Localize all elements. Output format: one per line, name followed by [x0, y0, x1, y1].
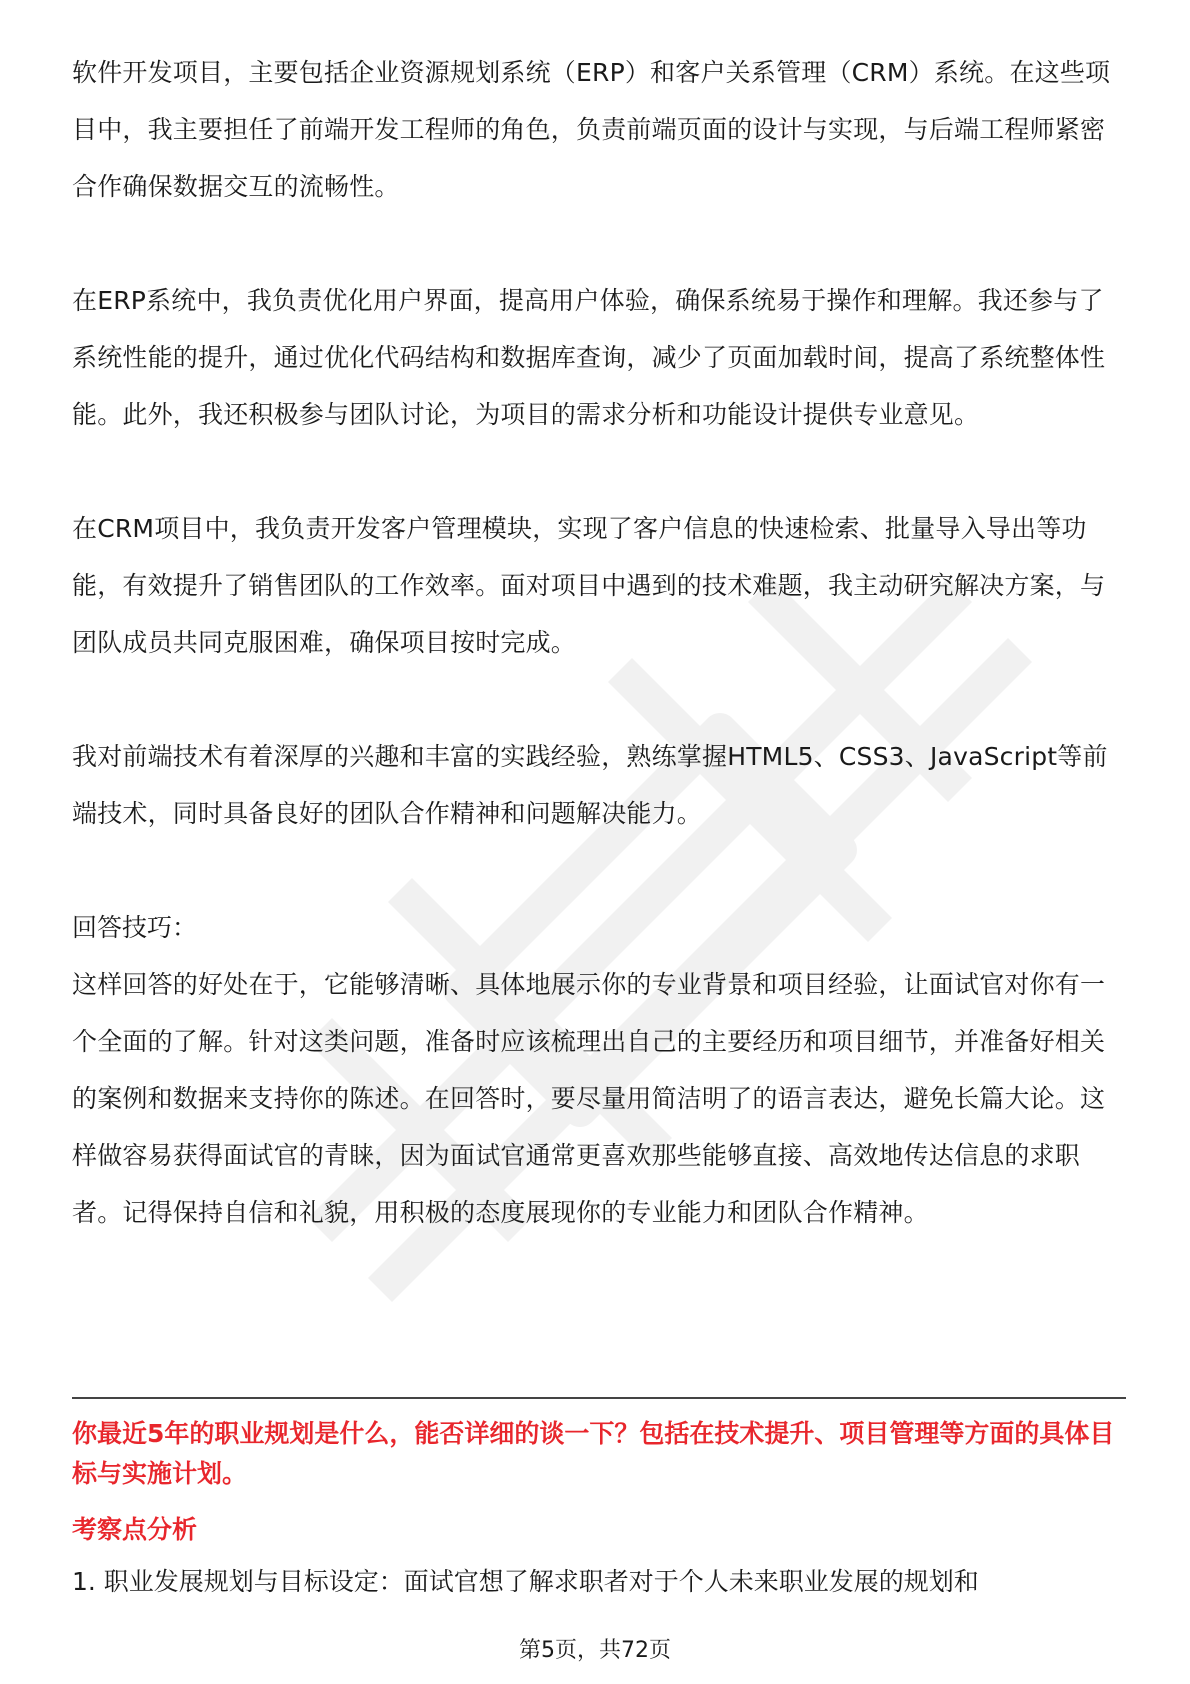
paragraph-gap: [72, 842, 1126, 899]
paragraph-project-overview: 软件开发项目，主要包括企业资源规划系统（ERP）和客户关系管理（CRM）系统。在这些项目中，我主要担任了前端开发工程师的角色，负责前端页面的设计与实现，与后端工程师紧密合作确保数据交互的流畅性。: [72, 58, 1111, 201]
paragraph-skills: 我对前端技术有着深厚的兴趣和丰富的实践经验，熟练掌握HTML5、CSS3、JavaScript等前端技术，同时具备良好的团队合作精神和问题解决能力。: [72, 742, 1108, 828]
paragraph-gap: [72, 671, 1126, 728]
page-number: 第5页，共72页: [519, 1638, 671, 1663]
tips-body: 这样回答的好处在于，它能够清晰、具体地展示你的专业背景和项目经验，让面试官对你有一个全面的了解。针对这类问题，准备时应该梳理出自己的主要经历和项目细节，并准备好相关的案例和数据来支持你的陈述。在回答时，要尽量用简洁明了的语言表达，避免长篇大论。这样做容易获得面试官的青睐，因为面试官通常更喜欢那些能够直接、高效地传达信息的求职者。记得保持自信和礼貌，用积极的态度展现你的专业能力和团队合作精神。: [72, 970, 1106, 1227]
paragraph-erp: 在ERP系统中，我负责优化用户界面，提高用户体验，确保系统易于操作和理解。我还参与了系统性能的提升，通过优化代码结构和数据库查询，减少了页面加载时间，提高了系统整体性能。此外，我还积极参与团队讨论，为项目的需求分析和功能设计提供专业意见。: [72, 286, 1106, 429]
analysis-point-1: 1. 职业发展规划与目标设定：面试官想了解求职者对于个人未来职业发展的规划和: [72, 1567, 979, 1596]
tips-title: 回答技巧：: [72, 913, 198, 942]
analysis-heading: 考察点分析: [72, 1515, 198, 1544]
paragraph-gap: [72, 215, 1126, 272]
section-divider: [72, 1397, 1126, 1399]
paragraph-crm: 在CRM项目中，我负责开发客户管理模块，实现了客户信息的快速检索、批量导入导出等功能，有效提升了销售团队的工作效率。面对项目中遇到的技术难题，我主动研究解决方案，与团队成员共同克服困难，确保项目按时完成。: [72, 514, 1106, 657]
main-content: [72, 44, 1126, 1241]
interview-question: 你最近5年的职业规划是什么，能否详细的谈一下？包括在技术提升、项目管理等方面的具体目标与实施计划。: [72, 1419, 1115, 1488]
paragraph-gap: [72, 443, 1126, 500]
